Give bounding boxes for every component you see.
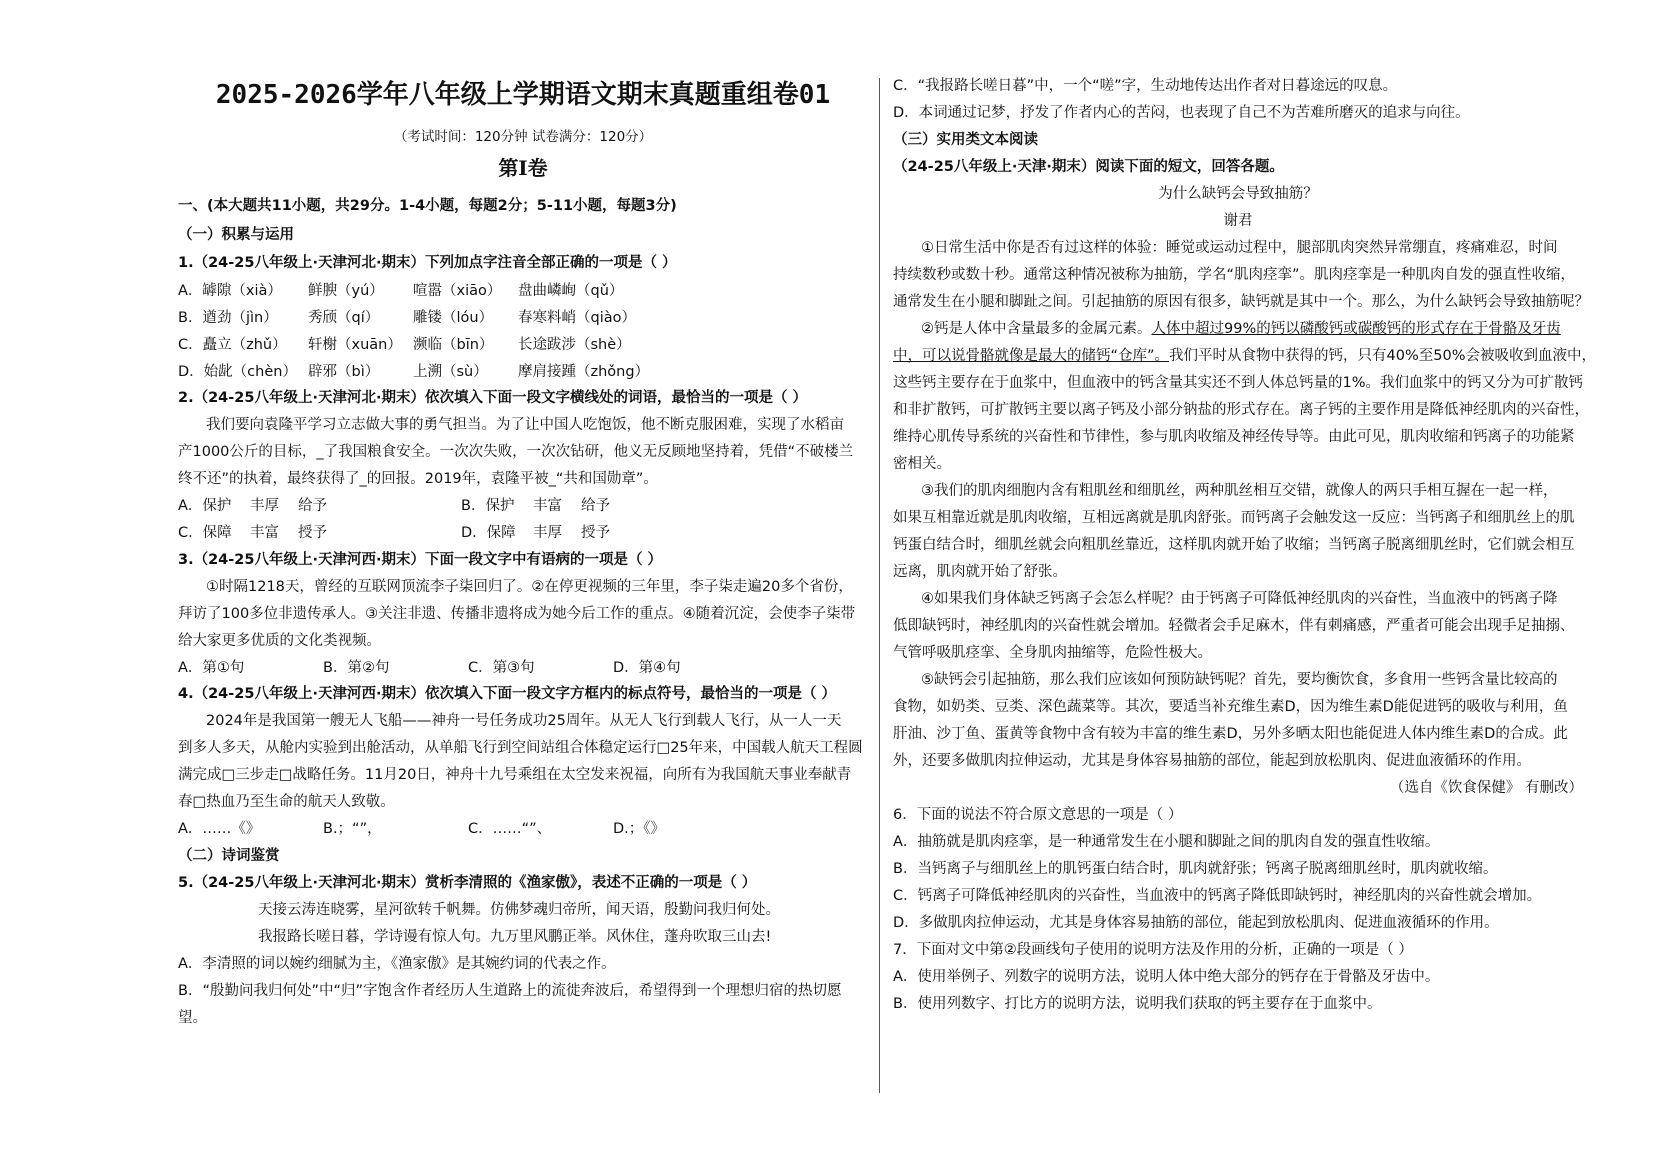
article-line: 外，还要多做肌肉拉伸运动，尤其是身体容易抽筋的部位，能起到放松肌肉、促进血液循环的作用。	[893, 753, 1531, 769]
article-author: 谢君	[1223, 213, 1253, 229]
poem-line: 天接云涛连晓雾，星河欲转千帆舞。仿佛梦魂归帝所，闻天语，殷勤问我归何处。	[258, 902, 780, 918]
article-line: ②钙是人体中含量最多的金属元素。人体中超过99%的钙以磷酸钙或碳酸钙的形式存在于骨骼及牙齿	[921, 321, 1561, 337]
q4-passage-line: 满完成□三步走□战略任务。11月20日，神舟十九号乘组在太空发来祝福，向所有为我国航天事业奉献青	[178, 767, 852, 783]
poem-line: 我报路长嗟日暮，学诗谩有惊人句。九万里风鹏正举。风休住，蓬舟吹取三山去!	[258, 929, 772, 945]
question-5-stem: 5.（24-25八年级上·天津河北·期末）赏析李清照的《渔家傲》，表述不正确的一项是（ ）	[178, 875, 757, 891]
q5-option-d[interactable]: D．本词通过记梦，抒发了作者内心的苦闷，也表现了自己不为苦难所磨灭的追求与向往。	[893, 105, 1470, 121]
underlined-sentence: 中，可以说骨骼就像是最大的储钙“仓库”。	[893, 348, 1170, 364]
q2-passage-line: 终不还”的执着，最终获得了_的回报。2019年，袁隆平被_“共和国勋章”。	[178, 471, 658, 487]
q2-passage-line: 我们要向袁隆平学习立志做大事的勇气担当。为了让中国人吃饱饭，他不断克服困难，实现了水稻亩	[206, 417, 844, 433]
article-line: 低即缺钙时，神经肌肉的兴奋性就会增加。轻微者会手足麻木，伴有刺痛感，严重者可能会出现手足抽搦、	[893, 618, 1575, 634]
article-line: ④如果我们身体缺乏钙离子会怎么样呢？由于钙离子可降低神经肌肉的兴奋性，当血液中的钙离子降	[921, 591, 1558, 607]
article-line: ①日常生活中你是否有过这样的体验：睡觉或运动过程中，腿部肌肉突然异常绷直，疼痛难忍，时间	[921, 240, 1558, 256]
article-line: 肝油、沙丁鱼、蛋黄等食物中含有较为丰富的维生素D，另外多晒太阳也能促进人体内维生素D的合成。此	[893, 726, 1568, 742]
article-line: 持续数秒或数十秒。通常这种情况被称为抽筋，学名“肌肉痉挛”。肌肉痉挛是一种肌肉自发的强直性收缩，	[893, 267, 1576, 283]
subsection-heading: （二）诗词鉴赏	[178, 848, 280, 864]
q5-option-a[interactable]: A．李清照的词以婉约细腻为主，《渔家傲》是其婉约词的代表之作。	[178, 956, 616, 972]
question-1-stem: 1.（24-25八年级上·天津河北·期末）下列加点字注音全部正确的一项是（ ）	[178, 255, 677, 271]
exam-info: （考试时间：120分钟 试卷满分：120分）	[393, 129, 653, 145]
q5-option-b[interactable]: B．“殷勤问我归何处”中“归”字饱含作者经历人生道路上的流徙奔波后，希望得到一个理想归宿的热切愿	[178, 983, 842, 999]
article-line: 通常发生在小腿和脚趾之间。引起抽筋的原因有很多，缺钙就是其中一个。那么，为什么缺钙会导致抽筋呢？	[893, 294, 1589, 310]
q7-option-b[interactable]: B．使用列数字、打比方的说明方法，说明我们获取的钙主要存在于血浆中。	[893, 996, 1382, 1012]
column-divider	[879, 78, 880, 1093]
section-heading: 一、(本大题共11小题，共29分。1-4小题，每题2分；5-11小题，每题3分)	[178, 198, 677, 214]
q5-option-c[interactable]: C．“我报路长嗟日暮”中，一个“嗟”字，生动地传达出作者对日暮途远的叹息。	[893, 78, 1398, 94]
question-7-stem: 7．下面对文中第②段画线句子使用的说明方法及作用的分析，正确的一项是（ ）	[893, 942, 1413, 958]
article-line: 密相关。	[893, 456, 951, 472]
q6-option-a[interactable]: A．抽筋就是肌肉痉挛，是一种通常发生在小腿和脚趾之间的肌肉自发的强直性收缩。	[893, 834, 1440, 850]
q7-option-a[interactable]: A．使用举例子、列数字的说明方法，说明人体中绝大部分的钙存在于骨骼及牙齿中。	[893, 969, 1440, 985]
article-line: 气管呼吸肌痉挛、全身肌肉抽缩等，危险性极大。	[893, 645, 1212, 661]
article-line: 远离，肌肉就开始了舒张。	[893, 564, 1067, 580]
question-3-stem: 3.（24-25八年级上·天津河西·期末）下面一段文字中有语病的一项是（ ）	[178, 552, 663, 568]
subsection-heading: （三）实用类文本阅读	[893, 132, 1038, 148]
q3-passage-line: ①时隔1218天，曾经的互联网顶流李子柒回归了。②在停更视频的三年里，李子柒走遍20多个省份，	[206, 579, 853, 595]
q4-passage-line: 春□热血乃至生命的航天人致敬。	[178, 794, 395, 810]
underlined-sentence: 人体中超过99%的钙以磷酸钙或碳酸钙的形式存在于骨骼及牙齿	[1151, 321, 1561, 337]
question-4-stem: 4.（24-25八年级上·天津河西·期末）依次填入下面一段文字方框内的标点符号，最恰当的一项是（ ）	[178, 686, 837, 702]
page-title: 2025-2026学年八年级上学期语文期末真题重组卷01	[215, 80, 831, 110]
q3-passage-line: 拜访了100多位非遗传承人。③关注非遗、传播非遗将成为她今后工作的重点。④随着沉淀，会使李子柒带	[178, 606, 856, 622]
q4-passage-line: 到多人多天，从舱内实验到出舱活动，从单船飞行到空间站组合体稳定运行□25年来，中国载人航天工程圆	[178, 740, 863, 756]
question-2-stem: 2.（24-25八年级上·天津河北·期末）依次填入下面一段文字横线处的词语，最恰当的一项是（ ）	[178, 390, 808, 406]
q3-passage-line: 给大家更多优质的文化类视频。	[178, 633, 381, 649]
question-6-stem: 6．下面的说法不符合原文意思的一项是（ ）	[893, 807, 1183, 823]
q2-passage-line: 产1000公斤的目标，_了我国粮食安全。一次次失败，一次次钻研，他义无反顾地坚持着，凭借“不破楼兰	[178, 444, 854, 460]
subsection-heading: （一）积累与运用	[178, 227, 294, 243]
q6-option-d[interactable]: D．多做肌肉拉伸运动，尤其是身体容易抽筋的部位，能起到放松肌肉、促进血液循环的作用。	[893, 915, 1499, 931]
q5-option-b-cont[interactable]: 望。	[178, 1010, 207, 1026]
volume-label: 第Ⅰ卷	[498, 156, 548, 180]
article-line: 和非扩散钙，可扩散钙主要以离子钙及小部分钠盐的形式存在。离子钙的主要作用是降低神经肌肉的兴奋性，	[893, 402, 1589, 418]
q6-option-b[interactable]: B．当钙离子与细肌丝上的肌钙蛋白结合时，肌肉就舒张；钙离子脱离细肌丝时，肌肉就收缩。	[893, 861, 1498, 877]
article-line: 中，可以说骨骼就像是最大的储钙“仓库”。我们平时从食物中获得的钙，只有40%至50%会被吸收到血液中，	[893, 348, 1596, 364]
article-line: ⑤缺钙会引起抽筋，那么我们应该如何预防缺钙呢？首先，要均衡饮食，多食用一些钙含量比较高的	[921, 672, 1558, 688]
reading-intro: （24-25八年级上·天津·期末）阅读下面的短文，回答各题。	[893, 159, 1284, 175]
article-line: 食物，如奶类、豆类、深色蔬菜等。其次，要适当补充维生素D，因为维生素D能促进钙的吸收与利用，鱼	[893, 699, 1568, 715]
article-line: 维持心肌传导系统的兴奋性和节律性，参与肌肉收缩及神经传导等。由此可见，肌肉收缩和钙离子的功能紧	[893, 429, 1575, 445]
q6-option-c[interactable]: C．钙离子可降低神经肌肉的兴奋性，当血液中的钙离子降低即缺钙时，神经肌肉的兴奋性就会增加。	[893, 888, 1542, 904]
article-source: （选自《饮食保健》 有删改）	[1389, 780, 1583, 796]
q4-passage-line: 2024年是我国第一艘无人飞船——神舟一号任务成功25周年。从无人飞行到载人飞行，从一人一天	[206, 713, 842, 729]
article-title: 为什么缺钙会导致抽筋？	[1158, 186, 1318, 202]
article-line: 如果互相靠近就是肌肉收缩，互相远离就是肌肉舒张。而钙离子会触发这一反应：当钙离子和细肌丝上的肌	[893, 510, 1575, 526]
article-line: 这些钙主要存在于血浆中，但血液中的钙含量其实还不到人体总钙量的1%。我们血浆中的钙又分为可扩散钙	[893, 375, 1583, 391]
article-line: 钙蛋白结合时，细肌丝就会向粗肌丝靠近，这样肌肉就开始了收缩；当钙离子脱离细肌丝时，它们就会相互	[893, 537, 1575, 553]
article-line: ③我们的肌肉细胞内含有粗肌丝和细肌丝，两种肌丝相互交错，就像人的两只手相互握在一起一样，	[921, 483, 1558, 499]
